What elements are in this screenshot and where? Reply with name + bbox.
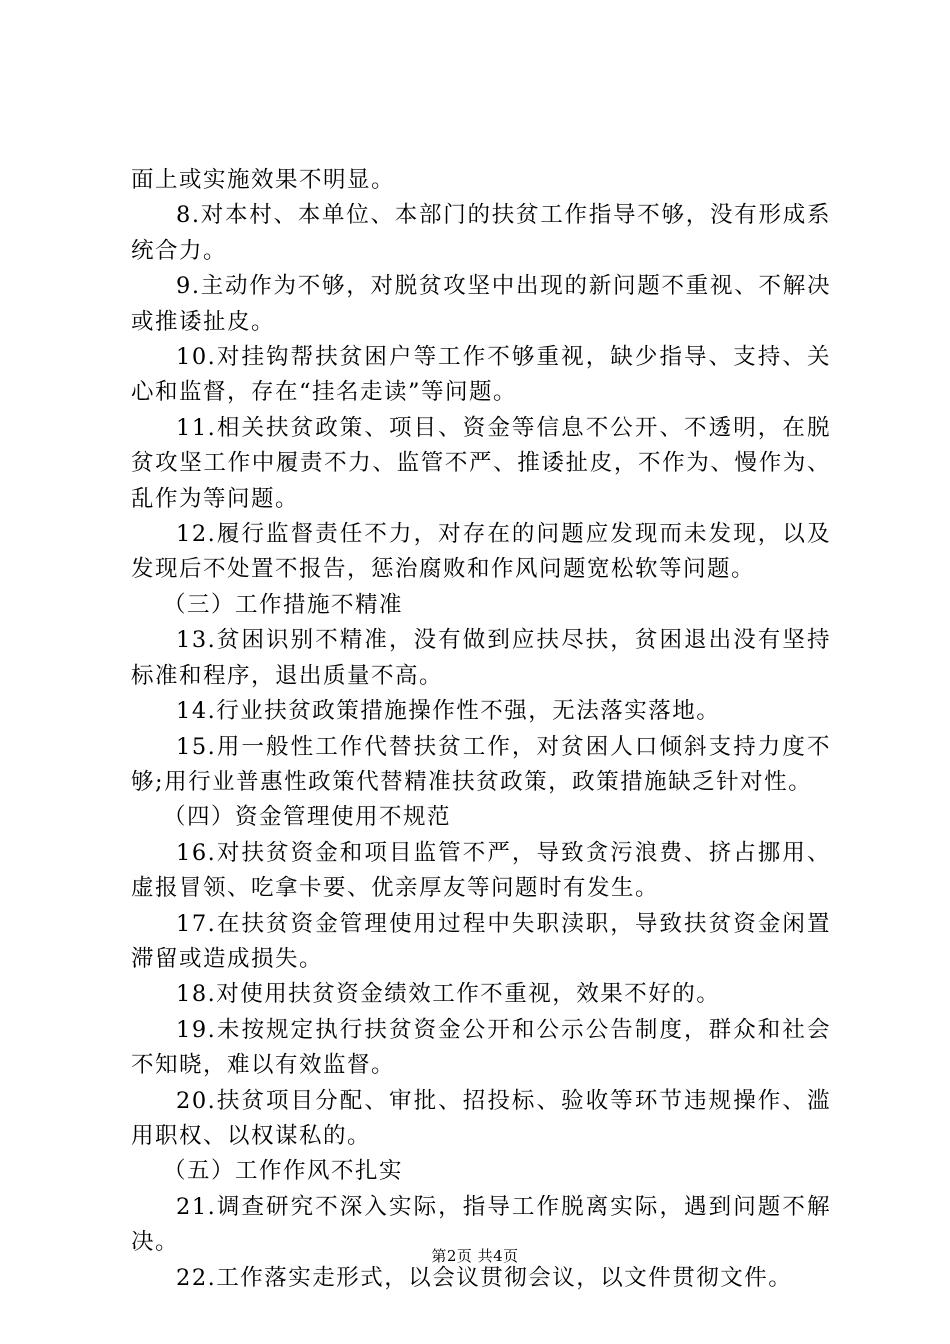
list-item-18: 18.对使用扶贫资金绩效工作不重视，效果不好的。 (176, 981, 721, 1008)
paragraph-continuation: 面上或实施效果不明显。 (131, 167, 396, 193)
list-item-17: 17.在扶贫资金管理使用过程中失职渎职，导致扶贫资金闲置滞留或造成损失。 (131, 910, 831, 972)
list-item-13: 13.贫困识别不精准，没有做到应扶尽扶，贫困退出没有坚持标准和程序，退出质量不高。 (131, 627, 831, 689)
section-heading-5: （五）工作作风不扎实 (163, 1158, 404, 1185)
list-item-12: 12.履行监督责任不力，对存在的问题应发现而未发现，以及发现后不处置不报告，惩治腐败和作风问题宽松软等问题。 (131, 521, 831, 583)
section-heading-4: （四）资金管理使用不规范 (163, 804, 452, 831)
list-item-8: 8.对本村、本单位、本部门的扶贫工作指导不够，没有形成系统合力。 (131, 202, 831, 264)
list-item-16: 16.对扶贫资金和项目监管不严，导致贪污浪费、挤占挪用、虚报冒领、吃拿卡要、优亲厚友等问题时有发生。 (131, 839, 831, 902)
list-item-22: 22.工作落实走形式，以会议贯彻会议，以文件贯彻文件。 (176, 1264, 793, 1291)
list-item-19: 19.未按规定执行扶贫资金公开和公示公告制度，群众和社会不知晓，难以有效监督。 (131, 1016, 831, 1079)
document-body (131, 163, 831, 1296)
list-item-15: 15.用一般性工作代替扶贫工作，对贫困人口倾斜支持力度不够;用行业普惠性政策代替精准扶贫政策，政策措施缺乏针对性。 (131, 733, 831, 795)
section-heading-3: （三）工作措施不精准 (163, 591, 404, 618)
list-item-11: 11.相关扶贫政策、项目、资金等信息不公开、不透明，在脱贫攻坚工作中履责不力、监管不严、推诿扯皮，不作为、慢作为、乱作为等问题。 (131, 414, 831, 512)
list-item-14: 14.行业扶贫政策措施操作性不强，无法落实落地。 (176, 698, 721, 725)
list-item-10: 10.对挂钩帮扶贫困户等工作不够重视，缺少指导、支持、关心和监督，存在“挂名走读”等问题。 (131, 344, 831, 406)
list-item-20: 20.扶贫项目分配、审批、招投标、验收等环节违规操作、滥用职权、以权谋私的。 (131, 1087, 831, 1149)
page-number-footer: 第2页 共4页 (431, 1247, 519, 1265)
list-item-21: 21.调查研究不深入实际，指导工作脱离实际，遇到问题不解决。 (131, 1193, 831, 1256)
list-item-9: 9.主动作为不够，对脱贫攻坚中出现的新问题不重视、不解决或推诿扯皮。 (131, 273, 831, 335)
